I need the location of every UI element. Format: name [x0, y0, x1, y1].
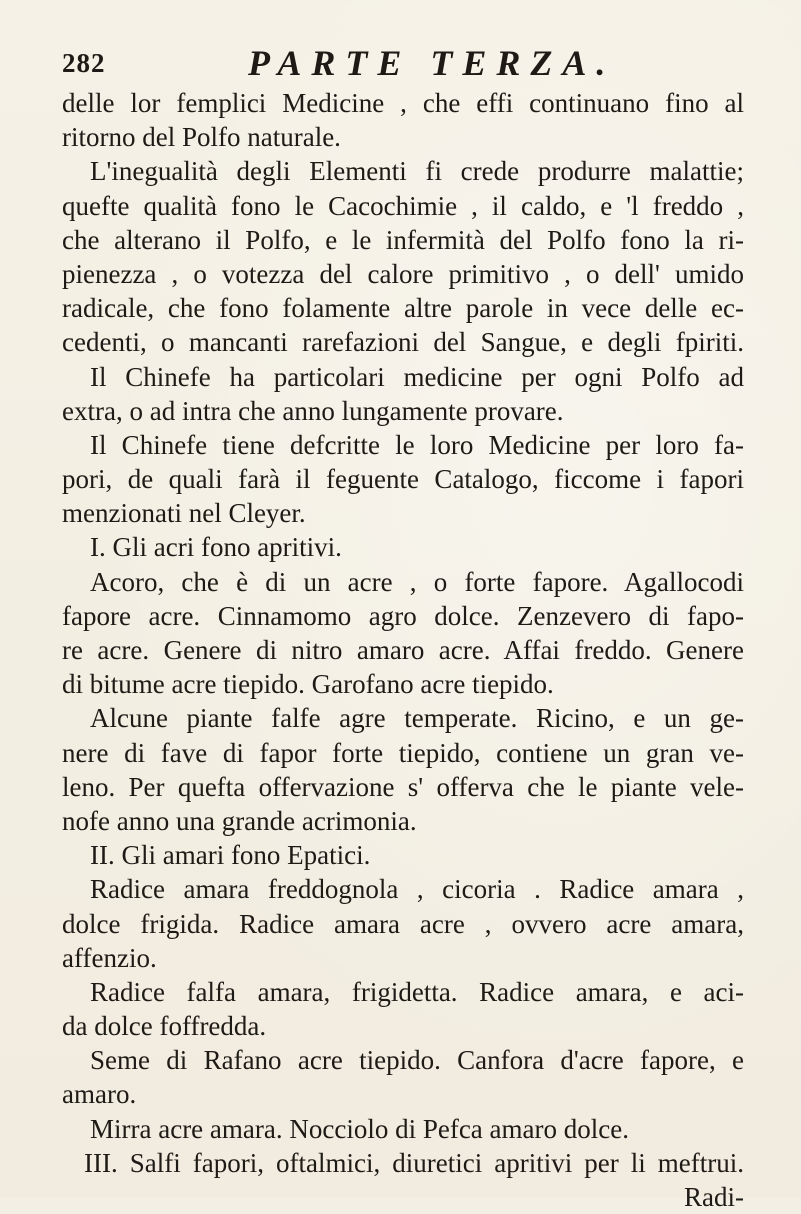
text-line: delle lor femplici Medicine , che effi continuano fino al	[62, 88, 744, 118]
text-line: I. Gli acri fono apritivi.	[90, 532, 342, 563]
text-line: II. Gli amari fono Epatici.	[90, 840, 371, 871]
catchword: Radi-	[684, 1182, 744, 1212]
text-line: menzionati nel Cleyer.	[62, 498, 306, 529]
text-line: extra, o ad intra che anno lungamente provare.	[62, 395, 564, 426]
text-line: ritorno del Polfo naturale.	[62, 122, 341, 153]
text-line: Seme di Rafano acre tiepido. Canfora d'acre fapore, e	[90, 1045, 744, 1076]
text-line: leno. Per quefta offervazione s' offerva che le piante vele-	[62, 771, 744, 802]
text-line: nofe anno una grande acrimonia.	[62, 805, 417, 836]
text-line: nere di fave di fapor forte tiepido, contiene un gran ve-	[62, 737, 744, 768]
text-line: Radice falfa amara, frigidetta. Radice amara, e aci-	[90, 976, 744, 1007]
running-head: PARTE TERZA.	[248, 43, 616, 83]
text-line: L'inegualità degli Elementi fi crede produrre malattie;	[90, 156, 744, 187]
text-line: che alterano il Polfo, e le infermità del Polfo fono la ri-	[62, 224, 744, 255]
text-line: radicale, che fono folamente altre parole in vece delle ec-	[62, 293, 744, 324]
text-line: pori, de quali farà il feguente Catalogo, ficcome i fapori	[62, 464, 744, 495]
text-line: pienezza , o votezza del calore primitivo , o dell' umido	[62, 258, 744, 289]
text-line: Radice amara freddognola , cicoria . Radice amara ,	[90, 874, 744, 905]
text-line: Mirra acre amara. Nocciolo di Pefca amaro dolce.	[90, 1113, 629, 1144]
text-line: Alcune piante falfe agre temperate. Ricino, e un ge-	[90, 703, 744, 734]
text-line: Acoro, che è di un acre , o forte fapore. Agallocodi	[90, 566, 744, 597]
text-line: dolce frigida. Radice amara acre , ovvero acre amara,	[62, 908, 744, 939]
text-line: cedenti, o mancanti rarefazioni del Sangue, e degli fpiriti.	[62, 327, 744, 358]
body-text	[62, 86, 744, 1214]
text-line: III. Salfi fapori, oftalmici, diuretici apritivi per li meftrui.	[84, 1147, 744, 1178]
text-line: Il Chinefe tiene defcritte le loro Medicine per loro fa-	[90, 429, 744, 460]
text-line: re acre. Genere di nitro amaro acre. Affai freddo. Genere	[62, 635, 744, 665]
text-line: Il Chinefe ha particolari medicine per ogni Polfo ad	[90, 361, 744, 392]
page-header	[62, 42, 742, 92]
page-number: 282	[62, 48, 106, 78]
text-line: da dolce foffredda.	[62, 1011, 267, 1042]
text-line: di bitume acre tiepido. Garofano acre tiepido.	[62, 669, 554, 700]
text-line: affenzio.	[62, 942, 157, 973]
text-line: quefte qualità fono le Cacochimie , il caldo, e 'l freddo ,	[62, 190, 744, 221]
text-line: fapore acre. Cinnamomo agro dolce. Zenzevero di fapo-	[62, 600, 744, 631]
text-line: amaro.	[62, 1079, 137, 1110]
